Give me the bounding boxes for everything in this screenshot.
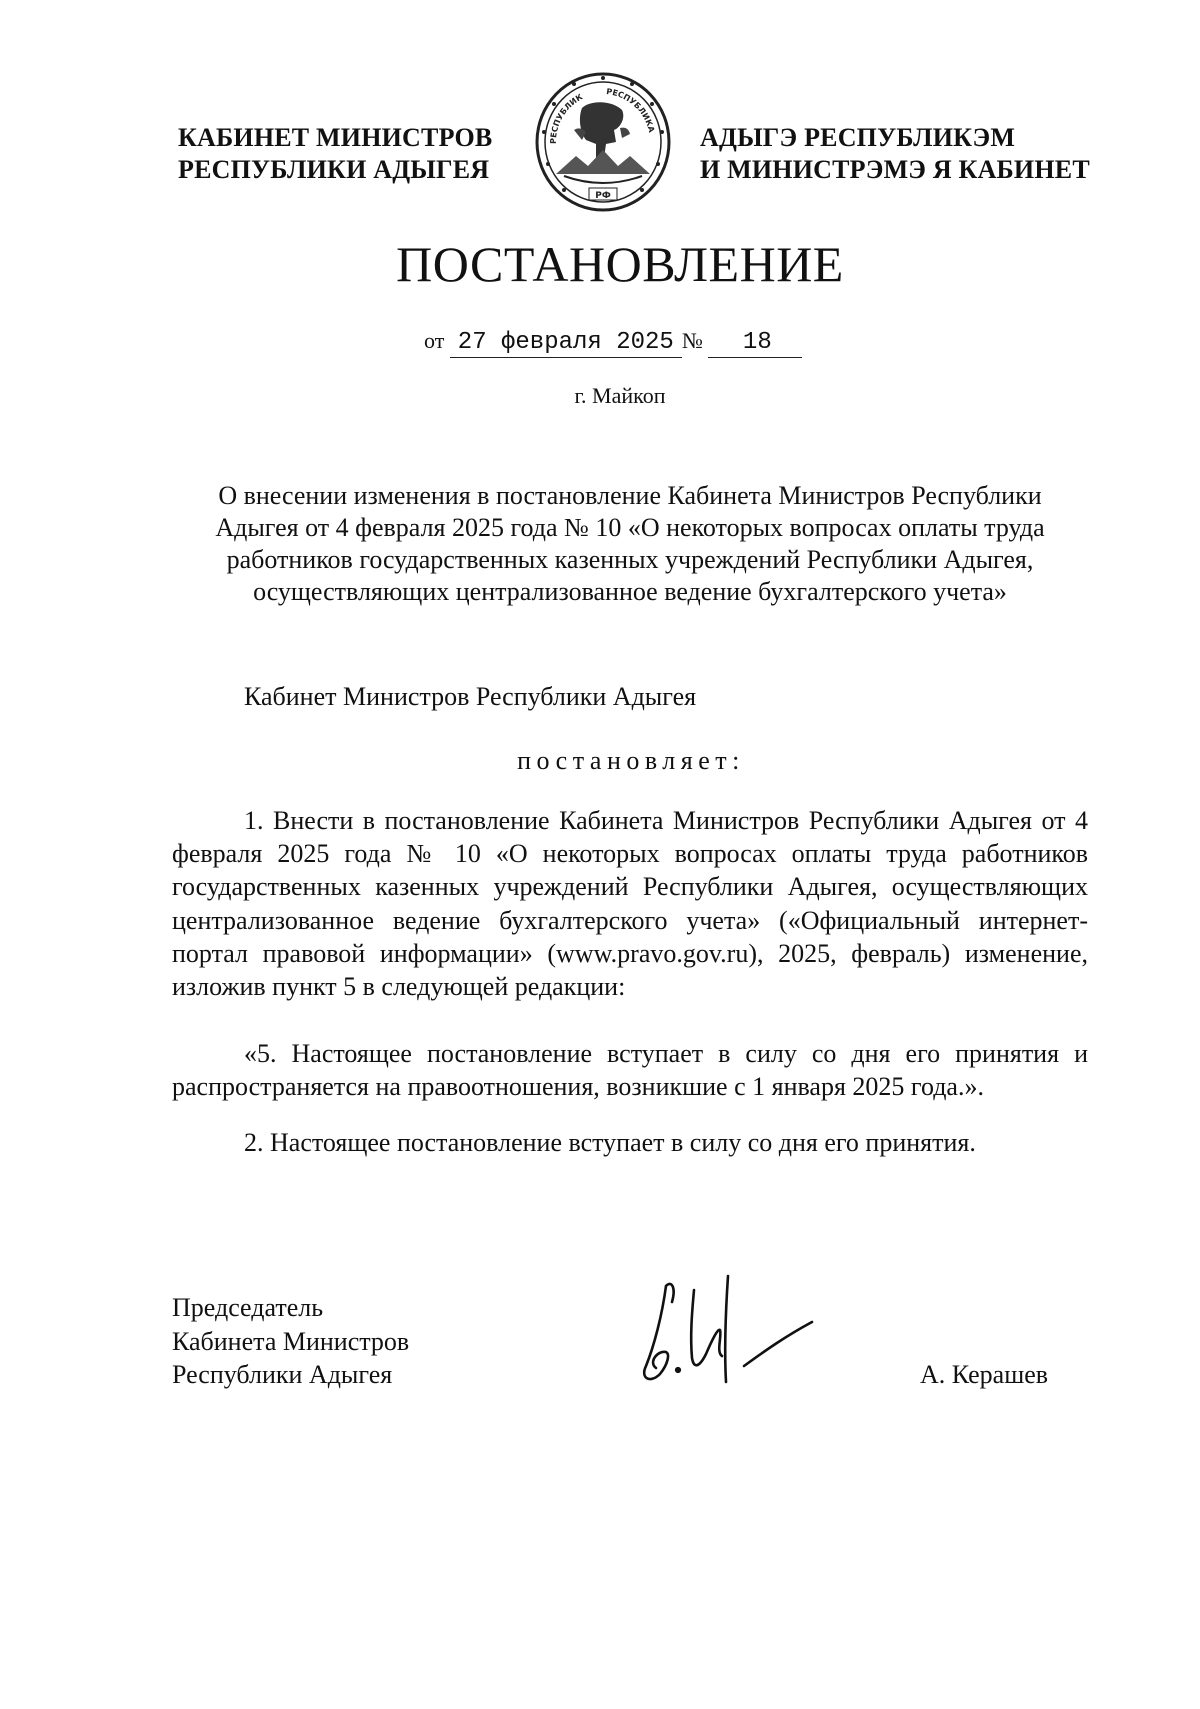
position-line-2: Кабинета Министров — [172, 1326, 410, 1356]
city-label: г. Майкоп — [574, 383, 666, 408]
emblem-text-right: РЕСПУБЛИКА — [605, 86, 657, 134]
issuer-line-1: КАБИНЕТ МИНИСТРОВ — [178, 123, 493, 152]
document-type-title: ПОСТАНОВЛЕНИЕ — [396, 236, 844, 292]
position-line-1: Председатель — [172, 1293, 324, 1322]
issuer-header-adyghe — [700, 122, 1100, 186]
item-1-quoted-clause: «5. Настоящее постановление вступает в силу со дня его принятия и распространяется на правоотношения, возникшие с 1 января 2025 года.». — [172, 1039, 1088, 1102]
handwritten-signature — [636, 1266, 826, 1396]
issuer-adyghe-line-2: И МИНИСТРЭМЭ Я КАБИНЕТ — [700, 155, 1090, 184]
item-2-paragraph: 2. Настоящее постановление вступает в силу со дня его принятия. — [244, 1128, 976, 1157]
subject-line-3: работников государственных казенных учреждений Республики Адыгея, — [226, 545, 1034, 574]
signatory-position — [172, 1291, 409, 1392]
position-line-3: Республики Адыгея — [172, 1360, 393, 1389]
document-number: 18 — [708, 329, 802, 358]
subject-line-1: О внесении изменения в постановление Кабинета Министров Республики — [218, 481, 1042, 510]
preamble: Кабинет Министров Республики Адыгея — [244, 682, 697, 711]
date-prefix: от — [424, 328, 445, 353]
number-sign: № — [681, 328, 703, 353]
resolves-word: постановляет: — [517, 746, 745, 775]
emblem-bottom-text: РФ — [595, 191, 611, 201]
signer-name: А. Керашев — [920, 1360, 1049, 1389]
issuer-line-2: РЕСПУБЛИКИ АДЫГЕЯ — [178, 155, 490, 184]
subject-line-2: Адыгея от 4 февраля 2025 года № 10 «О некоторых вопросах оплаты труда — [215, 513, 1045, 542]
subject-line-4: осуществляющих централизованное ведение бухгалтерского учета» — [253, 577, 1007, 606]
document-subject — [170, 480, 1090, 608]
emblem-text-left: РЕСПУБЛИК — [548, 92, 585, 145]
item-1-paragraph: 1. Внести в постановление Кабинета Министров Республики Адыгея от 4 февраля 2025 года № 10 «О некоторых вопросах оплаты труда работников государственных казенных учреждений Республики Адыгея, осуществляющих централизованное ведение бухгалтерского учета» («Официальный интернет-портал правовой информации» (www.pravo.gov.ru), 2025, февраль) изменение, изложив пункт 5 в следующей редакции: — [172, 806, 1088, 1002]
document-date: 27 февраля 2025 — [450, 329, 682, 358]
date-number-line — [424, 327, 802, 358]
issuer-adyghe-line-1: АДЫГЭ РЕСПУБЛИКЭМ — [700, 123, 1016, 152]
coat-of-arms-emblem — [534, 70, 672, 212]
issuer-header-russian — [178, 122, 508, 186]
